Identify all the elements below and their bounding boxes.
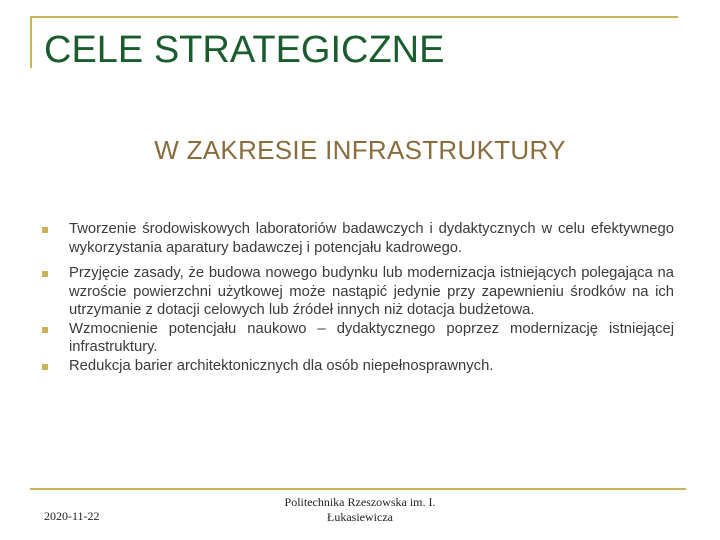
bullet-list (40, 220, 674, 382)
bullet-text: Wzmocnienie potencjału naukowo – dydaktycznego poprzez modernizację istniejącej infrastruktury. (69, 320, 674, 355)
footer-rule (30, 488, 686, 490)
square-bullet-icon (42, 327, 48, 333)
bullet-item (40, 320, 674, 357)
bullet-text: Tworzenie środowiskowych laboratoriów badawczych i dydaktycznych w celu efektywnego wykorzystania aparatury badawczej i potencjału kadrowego. (69, 221, 674, 256)
bullet-item (40, 220, 674, 257)
footer-date: 2020-11-22 (44, 509, 100, 523)
title-left-rule (30, 16, 32, 68)
title-top-rule (30, 16, 678, 18)
bullet-text: Przyjęcie zasady, że budowa nowego budynku lub modernizacja istniejących polegająca na wzroście powierzchni użytkowej może nastąpić jedynie przy zapewnieniu środków na ich utrzymanie z dotacji celowych lub źródeł innych niż dotacja budżetowa. (69, 265, 674, 318)
slide-subtitle: W ZAKRESIE INFRASTRUKTURY (154, 135, 566, 165)
footer-organization: Politechnika Rzeszowska im. I. Łukasiewicza (284, 495, 436, 524)
square-bullet-icon (42, 227, 48, 233)
square-bullet-icon (42, 364, 48, 370)
bullet-item (40, 264, 674, 320)
bullet-text: Redukcja barier architektonicznych dla osób niepełnosprawnych. (69, 357, 494, 374)
square-bullet-icon (42, 271, 48, 277)
bullet-item (40, 357, 674, 376)
slide-title: CELE STRATEGICZNE (44, 29, 445, 71)
